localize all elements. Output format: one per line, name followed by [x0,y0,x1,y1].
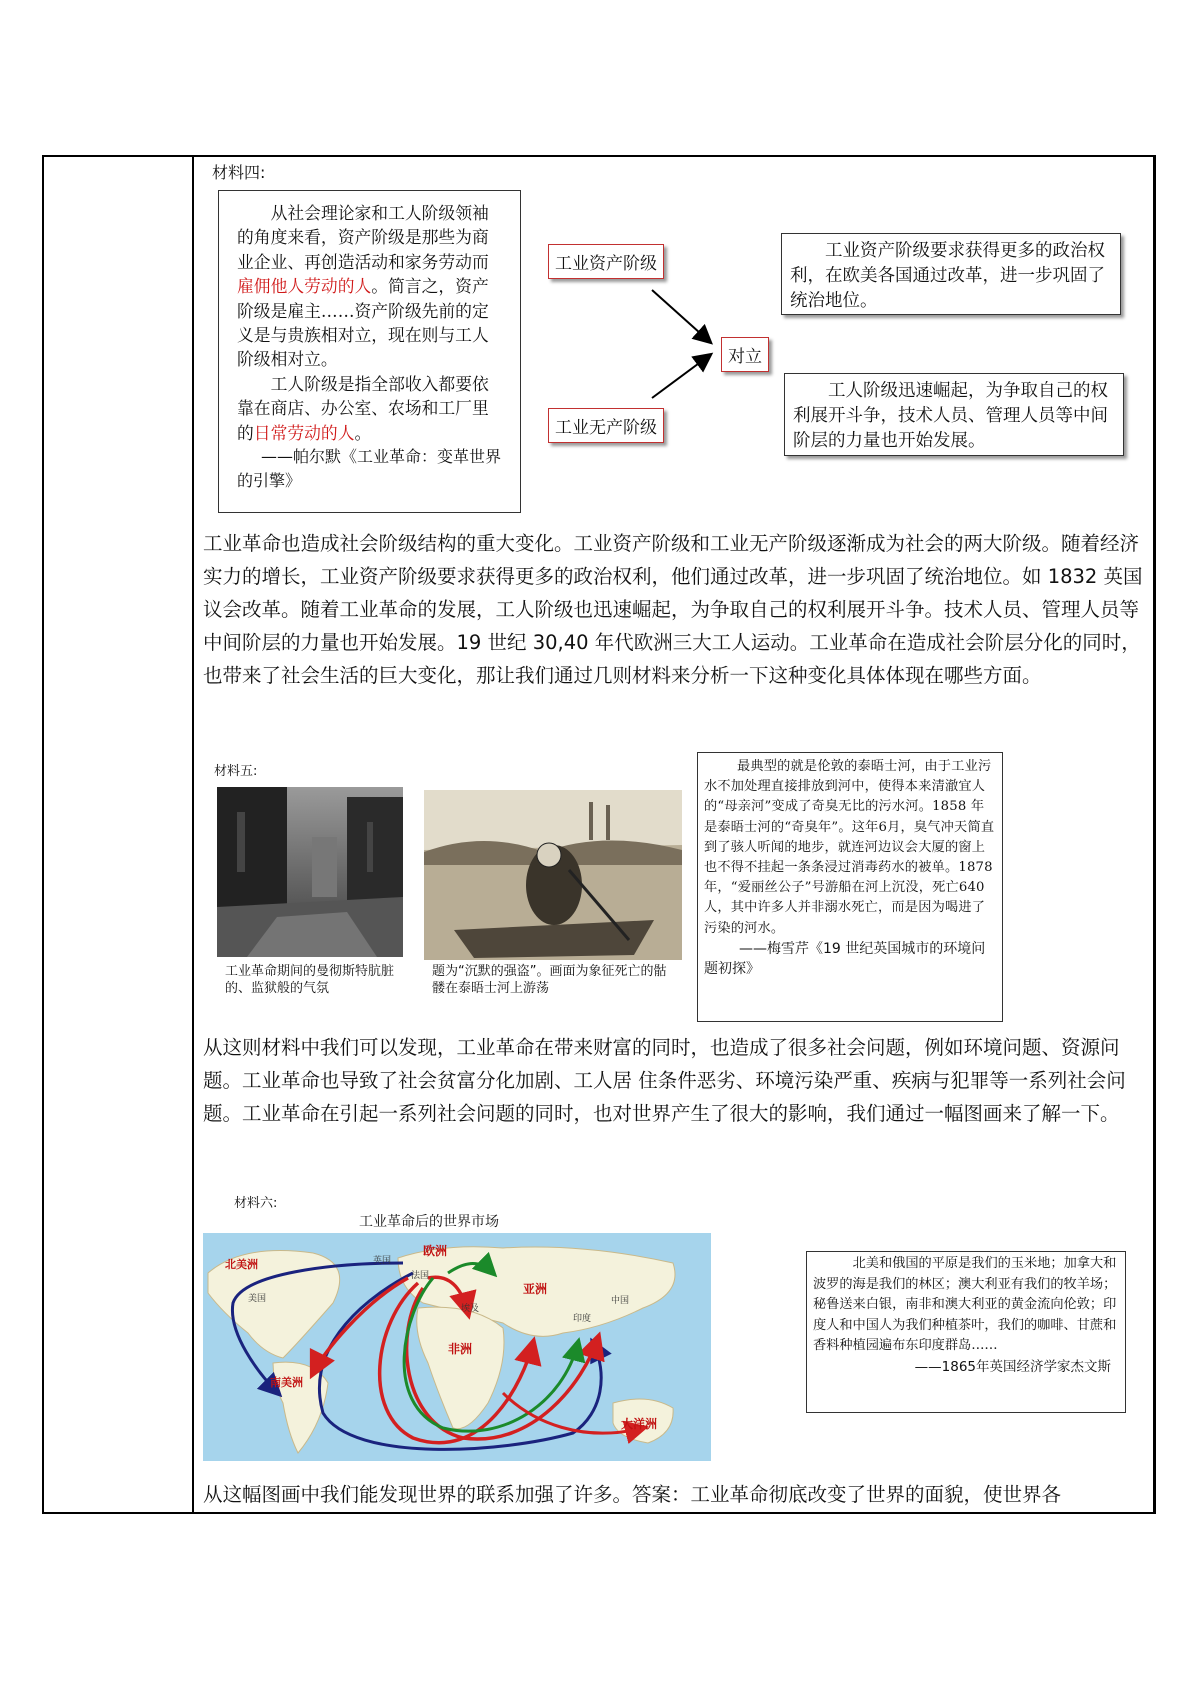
silent-bandit-illustration [424,790,682,960]
map-label-europe: 欧洲 [423,1244,448,1258]
map-label-africa: 非洲 [448,1342,473,1356]
material4-quote-p2 [237,372,504,445]
map-label-britain: 英国 [373,1256,392,1266]
material5-caption-2: 题为“沉默的强盗”。画面为象征死亡的骷髅在泰晤士河上游荡 [432,964,667,996]
node-opposition: 对立 [721,337,769,372]
map-label-india: 印度 [573,1314,592,1324]
manchester-photo [217,787,403,957]
map-label-south-america: 南美洲 [270,1376,303,1389]
note-bourgeoisie: 工业资产阶级要求获得更多的政治权利，在欧美各国通过改革，进一步巩固了统治地位。 [781,233,1121,315]
paragraph-3: 从这幅图画中我们能发现世界的联系加强了许多。答案：工业革命彻底改变了世界的面貌，使世界各 [203,1483,1062,1506]
material5-quote-box [697,752,1003,1022]
quote-text: 。 [354,422,372,443]
quote-text: 工人阶级是指全部收入都要依靠在商店、办公室、农场和工厂里的 [237,373,489,443]
material5-label: 材料五: [214,764,258,779]
material6-quote-source: ——1865年英国经济学家杰文斯 [914,1358,1111,1375]
table-column-divider [192,155,194,1512]
quote-highlight: 日常劳动的人 [253,422,355,443]
map-label-france: 法国 [411,1271,430,1281]
material4-label: 材料四: [212,163,266,182]
quote-text: 从社会理论家和工人阶级领袖的角度来看，资产阶级是那些为商业企业、再创造活动和家务劳动而 [237,203,489,272]
paragraph-1: 工业革命也造成社会阶级结构的重大变化。工业资产阶级和工业无产阶级逐渐成为社会的两大阶级。随着经济实力的增长，工业资产阶级要求获得更多的政治权利，他们通过改革，进一步巩固了统治地位。如 1832 英国议会改革。随着工业革命的发展，工人阶级也迅速崛起，为争取自己的权利展开斗争。技术人员、管理人员等中间阶层的力量也开始发展。19 世纪 30,40 年代欧洲三大工人运动。工业革命在造成社会阶层分化的同时，也带来了社会生活的巨大变化，那让我们通过几则材料来分析一下这种变化具体体现在哪些方面。 [203,532,1143,687]
map-label-usa: 美国 [248,1294,267,1304]
material4-quote-source: ——帕尔默《工业革命：变革世界的引擎》 [237,447,502,491]
quote-text: 。简言之，资产阶级是雇主……资产阶级先前的定义是与贵族相对立，现在则与工人阶级相对立。 [237,276,489,370]
note-proletariat: 工人阶级迅速崛起，为争取自己的权利展开斗争，技术人员、管理人员等中间阶层的力量也开始发展。 [784,373,1124,456]
map-label-oceania: 大洋洲 [621,1417,658,1431]
map-label-asia: 亚洲 [523,1282,548,1296]
map-label-north-america: 北美洲 [225,1258,258,1271]
paragraph-2: 从这则材料中我们可以发现，工业革命在带来财富的同时，也造成了很多社会问题，例如环境问题、资源问题。工业革命也导致了社会贫富分化加剧、工人居 住条件恶劣、环境污染严重、疾病与犯罪等一系列社会问题。工业革命在引起一系列社会问题的同时，也对世界产生了很大的影响，我们通过一幅图画来了解一下。 [203,1036,1126,1125]
material5-quote: 最典型的就是伦敦的泰晤士河，由于工业污水不加处理直接排放到河中，使得本来清澈宜人的“母亲河”变成了奇臭无比的污水河。1858 年是泰晤士河的“奇臭年”。这年6月，臭气冲天简直到了骇人听闻的地步，就连河边议会大厦的窗上也不得不挂起一条条浸过消毒药水的被单。1878 年，“爱丽丝公子”号游船在河上沉没，死亡640人，其中许多人并非溺水死亡，而是因为喝进了污染的河水。 [704,759,995,936]
opposition-arrows [540,270,740,420]
node-bourgeoisie: 工业资产阶级 [548,244,664,279]
material5-quote-source: ——梅雪芹《19 世纪英国城市的环境问题初探》 [704,940,986,977]
material6-quote: 北美和俄国的平原是我们的玉米地；加拿大和波罗的海是我们的林区；澳大利亚有我们的牧羊场；秘鲁送来白银，南非和澳大利亚的黄金流向伦敦；印度人和中国人为我们种植茶叶，我们的咖啡、甘蔗和香料种植园遍布东印度群岛…… [813,1256,1117,1353]
node-proletariat: 工业无产阶级 [548,408,664,443]
material4-quote-box [218,190,521,513]
world-market-map [203,1233,711,1461]
map-title: 工业革命后的世界市场 [359,1214,499,1230]
material6-quote-box [806,1251,1126,1413]
map-label-egypt: 埃及 [461,1304,480,1314]
quote-highlight: 雇佣他人劳动的人 [237,276,372,297]
material5-caption-1: 工业革命期间的曼彻斯特肮脏的、监狱般的气氛 [225,964,395,996]
map-label-china: 中国 [611,1296,630,1306]
material6-label: 材料六: [234,1196,278,1211]
arrow-proletariat-to-opposition [652,355,710,398]
material4-quote-p1 [237,201,504,372]
arrow-bourgeoisie-to-opposition [652,290,710,342]
